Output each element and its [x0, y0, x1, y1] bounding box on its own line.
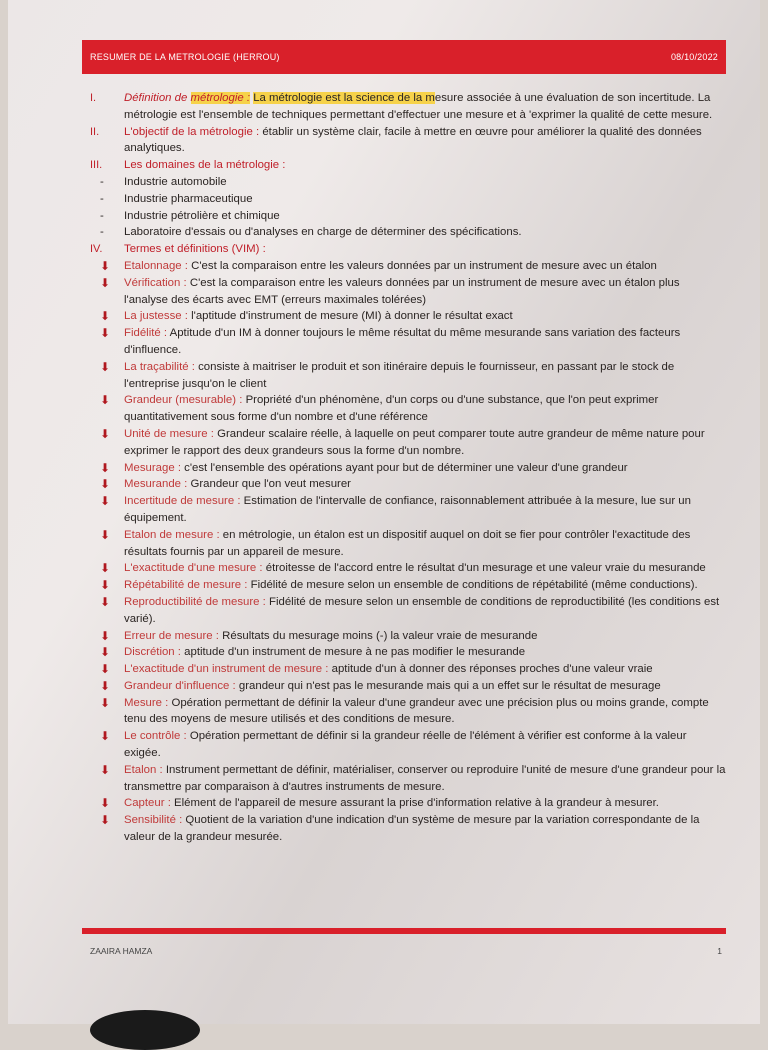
- term-item: [90, 628, 726, 645]
- section-number: III.: [90, 159, 103, 172]
- term-label: L'exactitude d'une mesure :: [124, 562, 263, 575]
- arrow-bullet-icon: ⬇: [99, 695, 110, 710]
- term-definition: Instrument permettant de définir, matérialiser, conserver ou reproduire l'unité de mesure d'une grandeur pour la transmettre par comparaison à d'autres instruments de mesure.: [124, 763, 726, 793]
- section-objective: [90, 124, 726, 158]
- section-title: Définition de métrologie :: [124, 92, 251, 104]
- section-title: Les domaines de la métrologie :: [124, 159, 286, 172]
- term-item: [90, 308, 726, 325]
- term-definition: consiste à maitriser le produit et son itinéraire depuis le fournisseur, en passant par le stock de l'entreprise jusqu'on le client: [124, 360, 675, 390]
- arrow-bullet-icon: ⬇: [99, 561, 110, 576]
- term-label: Etalon de mesure :: [124, 528, 220, 541]
- term-label: Capteur :: [124, 797, 171, 810]
- term-item: [90, 762, 726, 796]
- term-item: [90, 577, 726, 594]
- term-label: Le contrôle :: [124, 730, 187, 743]
- term-item: [90, 275, 726, 309]
- arrow-bullet-icon: ⬇: [99, 813, 110, 828]
- arrow-bullet-icon: ⬇: [99, 662, 110, 677]
- term-definition: Fidélité de mesure selon un ensemble de conditions de répétabilité (même conductions).: [250, 579, 698, 592]
- arrow-bullet-icon: ⬇: [99, 796, 110, 811]
- section-number: II.: [90, 125, 100, 138]
- section-terms: [90, 241, 726, 258]
- domain-item-label: Industrie pharmaceutique: [124, 192, 253, 205]
- header-bar: [82, 40, 726, 74]
- term-item: [90, 812, 726, 846]
- term-label: Etalon :: [124, 763, 163, 776]
- term-label: Sensibilité :: [124, 814, 183, 827]
- term-label: Répétabilité de mesure :: [124, 579, 248, 592]
- arrow-bullet-icon: ⬇: [99, 729, 110, 744]
- domain-item: - Industrie automobile: [90, 174, 726, 191]
- term-definition: grandeur qui n'est pas le mesurande mais qui a un effet sur le résultat de mesurage: [238, 679, 661, 692]
- arrow-bullet-icon: ⬇: [99, 426, 110, 441]
- term-definition: en métrologie, un étalon est un dispositif auquel on doit se fier pour contrôler l'exactitude des résultats fournis par un appareil de mesure.: [124, 528, 691, 558]
- term-item: [90, 661, 726, 678]
- term-definition: Résultats du mesurage moins (-) la valeur vraie de mesurande: [222, 629, 538, 642]
- paper-page: [8, 0, 760, 1024]
- term-definition: Elément de l'appareil de mesure assurant la prise d'information relative à la grandeur à mesurer.: [174, 797, 659, 810]
- term-definition: C'est la comparaison entre les valeurs données par un instrument de mesure avec un étalon plus l'analyse des écarts avec EMT (erreurs maximales tolérées): [124, 276, 680, 306]
- page-number: 1: [717, 946, 722, 956]
- term-definition: c'est l'ensemble des opérations ayant pour but de déterminer une valeur d'une grandeur: [184, 461, 628, 474]
- term-item: [90, 392, 726, 426]
- term-definition: Quotient de la variation d'une indication d'un système de mesure par la variation correspondante de la valeur de la grandeur mesurée.: [124, 814, 700, 844]
- term-item: [90, 325, 726, 359]
- term-item: [90, 476, 726, 493]
- arrow-bullet-icon: ⬇: [99, 645, 110, 660]
- term-label: Erreur de mesure :: [124, 629, 219, 642]
- terms-list: [90, 258, 726, 846]
- arrow-bullet-icon: ⬇: [99, 359, 110, 374]
- document-body: [90, 90, 726, 846]
- footer: [90, 946, 722, 956]
- term-label: La justesse :: [124, 310, 188, 323]
- term-definition: aptitude d'un instrument de mesure à ne pas modifier le mesurande: [184, 646, 526, 659]
- arrow-bullet-icon: ⬇: [99, 477, 110, 492]
- term-definition: Propriété d'un phénomène, d'un corps ou d'une substance, que l'on peut exprimer quantitativement sous forme d'un nombre et d'une référence: [124, 394, 659, 424]
- term-definition: Grandeur scalaire réelle, à laquelle on peut comparer toute autre grandeur de même nature pour exprimer le rapport des deux grandeurs sous la forme d'un nombre.: [124, 427, 705, 457]
- arrow-bullet-icon: ⬇: [99, 326, 110, 341]
- term-label: Unité de mesure :: [124, 427, 214, 440]
- term-label: Mesurage :: [124, 461, 181, 474]
- term-item: [90, 695, 726, 729]
- term-label: Grandeur (mesurable) :: [124, 394, 243, 407]
- section-text: esure associée à une évaluation de son incertitude. La métrologie est l'ensemble de techniques permettant d'effectuer une mesure et à 'exprimer la qualité de cette mesure.: [124, 92, 713, 121]
- term-item: [90, 644, 726, 661]
- section-domains: [90, 157, 726, 174]
- term-definition: Fidélité de mesure selon un ensemble de conditions de reproductibilité (les conditions est varié).: [124, 595, 720, 625]
- domain-item: - Laboratoire d'essais ou d'analyses en charge de déterminer des spécifications.: [90, 224, 726, 241]
- term-definition: Grandeur que l'on veut mesurer: [190, 478, 351, 491]
- term-item: [90, 728, 726, 762]
- term-definition: étroitesse de l'accord entre le résultat d'un mesurage et une valeur vraie du mesurande: [265, 562, 706, 575]
- arrow-bullet-icon: ⬇: [99, 594, 110, 609]
- term-definition: Estimation de l'intervalle de confiance, raisonnablement attribuée à la mesure, lue sur un équipement.: [124, 495, 691, 524]
- term-label: Grandeur d'influence :: [124, 679, 236, 692]
- term-item: [90, 560, 726, 577]
- term-label: L'exactitude d'un instrument de mesure :: [124, 663, 329, 676]
- arrow-bullet-icon: ⬇: [99, 275, 110, 290]
- term-label: Discrétion :: [124, 646, 181, 659]
- domain-item-label: Industrie pétrolière et chimique: [124, 209, 280, 222]
- arrow-bullet-icon: ⬇: [99, 628, 110, 643]
- arrow-bullet-icon: ⬇: [99, 309, 110, 324]
- term-label: Fidélité :: [124, 327, 168, 340]
- term-label: La traçabilité :: [124, 360, 195, 373]
- term-label: Reproductibilité de mesure :: [124, 595, 266, 608]
- domain-item: - Industrie pétrolière et chimique: [90, 208, 726, 225]
- arrow-bullet-icon: ⬇: [99, 393, 110, 408]
- section-title: Termes et définitions (VIM) :: [124, 243, 266, 256]
- arrow-bullet-icon: ⬇: [99, 494, 110, 509]
- section-number: IV.: [90, 243, 103, 256]
- term-definition: l'aptitude d'instrument de mesure (MI) à donner le résultat exact: [191, 310, 513, 323]
- arrow-bullet-icon: ⬇: [99, 578, 110, 593]
- arrow-bullet-icon: ⬇: [99, 527, 110, 542]
- term-definition: C'est la comparaison entre les valeurs données par un instrument de mesure avec un étalon: [191, 259, 657, 272]
- domain-item-label: Laboratoire d'essais ou d'analyses en charge de déterminer des spécifications.: [124, 226, 522, 239]
- footer-author: ZAAIRA HAMZA: [90, 946, 153, 956]
- section-definition: [90, 90, 726, 124]
- term-item: [90, 594, 726, 628]
- document-date: 08/10/2022: [670, 52, 718, 62]
- section-title: L'objectif de la métrologie :: [124, 125, 260, 138]
- document-title: RESUMER DE LA METROLOGIE (HERROU): [90, 52, 280, 62]
- term-label: Vérification :: [124, 276, 187, 289]
- term-item: [90, 678, 726, 695]
- term-item: [90, 359, 726, 393]
- section-text: établir un système clair, facile à mettre en œuvre pour améliorer la qualité des données analytiques.: [124, 125, 702, 155]
- arrow-bullet-icon: ⬇: [99, 258, 110, 273]
- domain-item: - Industrie pharmaceutique: [90, 191, 726, 208]
- arrow-bullet-icon: ⬇: [99, 762, 110, 777]
- term-definition: aptitude d'un à donner des réponses proches d'une valeur vraie: [331, 663, 653, 676]
- term-definition: Opération permettant de définir la valeur d'une grandeur avec une précision plus ou moins grande, compte tenu des moyens de mesure utilisés et des conditions de mesure.: [124, 696, 709, 726]
- domain-item-label: Industrie automobile: [124, 175, 227, 188]
- term-item: [90, 258, 726, 275]
- term-item: [90, 527, 726, 561]
- term-item: [90, 493, 726, 527]
- term-item: [90, 795, 726, 812]
- section-number: I.: [90, 92, 97, 104]
- dark-shadow: [90, 1010, 200, 1050]
- term-item: [90, 460, 726, 477]
- term-definition: Opération permettant de définir si la grandeur réelle de l'élément à vérifier est conforme à la valeur exigée.: [124, 730, 687, 760]
- text-highlight: La métrologie est la science de la m: [253, 92, 435, 104]
- term-label: Mesure :: [124, 696, 169, 709]
- arrow-bullet-icon: ⬇: [99, 460, 110, 475]
- term-label: Mesurande :: [124, 478, 188, 491]
- term-definition: Aptitude d'un IM à donner toujours le même résultat du même mesurande sans variation des facteurs d'influence.: [124, 327, 681, 356]
- title-highlight: métrologie :: [190, 92, 251, 104]
- footer-bar: [82, 928, 726, 934]
- term-item: [90, 426, 726, 460]
- term-label: Incertitude de mesure :: [124, 495, 241, 508]
- term-label: Etalonnage :: [124, 259, 188, 272]
- arrow-bullet-icon: ⬇: [99, 678, 110, 693]
